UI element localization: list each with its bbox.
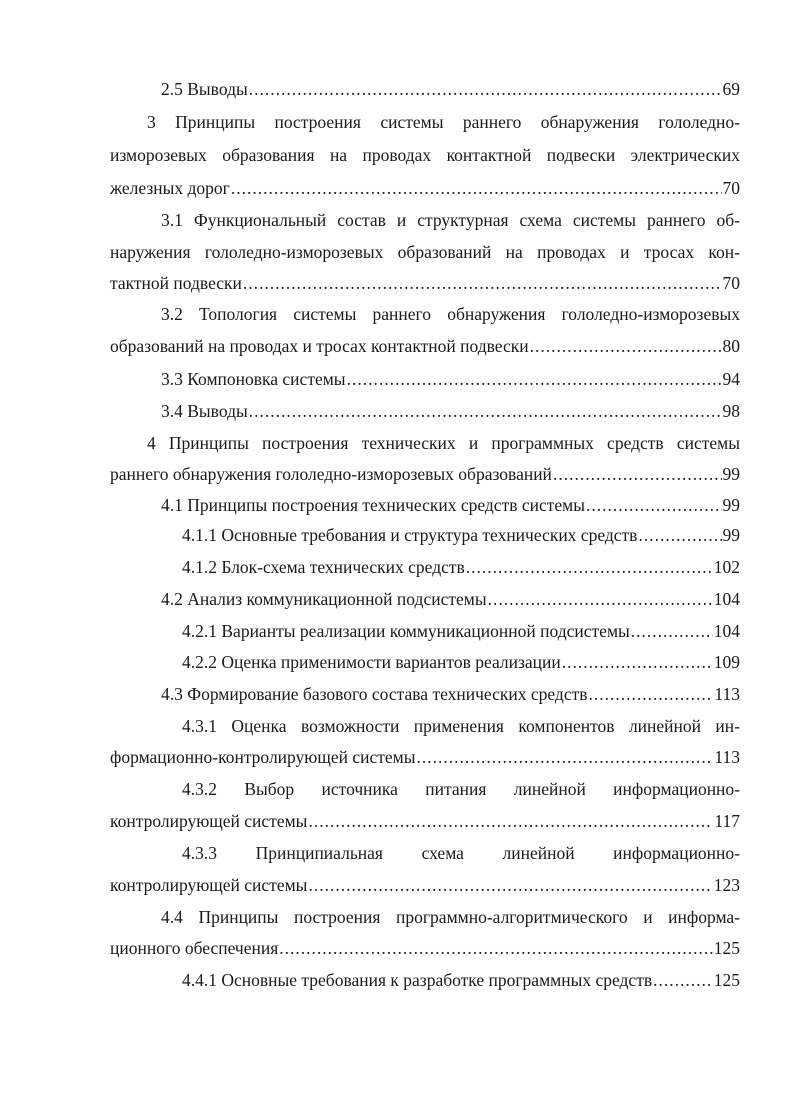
dot-leader	[553, 463, 722, 485]
toc-entry-3-3	[161, 368, 740, 390]
toc-entry-title: формационно-контролирующей системы	[110, 747, 416, 767]
dot-leader	[249, 78, 722, 100]
dot-leader	[466, 556, 713, 578]
toc-entry-title: железных дорог	[110, 178, 230, 198]
toc-entry-4-3-3-line-1: 4.3.3 Принципиальная схема линейной информационно-	[182, 843, 740, 863]
toc-entry-3-line-1: 3 Принципы построения системы раннего обнаружения гололедно-	[147, 112, 740, 132]
toc-entry-page: 113	[714, 747, 740, 767]
toc-entry-title: 4.2.2 Оценка применимости вариантов реализации	[182, 652, 561, 672]
toc-entry-page: 69	[722, 79, 740, 99]
toc-entry-page: 99	[722, 495, 740, 515]
toc-entry-4-2-2	[182, 651, 740, 673]
toc-entry-title: образований на проводах и тросах контактной подвески	[110, 336, 529, 356]
toc-entry-title: 4.2 Анализ коммуникационной подсистемы	[161, 589, 487, 609]
toc-entry-3-4	[161, 400, 740, 422]
toc-entry-title: контролирующей системы	[110, 811, 308, 831]
toc-entry-4-4-1	[182, 969, 740, 991]
toc-entry-page: 113	[714, 684, 740, 704]
dot-leader	[243, 272, 722, 294]
toc-entry-4-3-3	[110, 874, 740, 896]
dot-leader	[589, 683, 714, 705]
toc-entry-4-3	[161, 683, 740, 705]
toc-entry-page: 98	[722, 401, 740, 421]
dot-leader	[308, 810, 713, 832]
toc-entry-4-3-2	[110, 810, 740, 832]
toc-entry-title: контролирующей системы	[110, 875, 308, 895]
toc-entry-page: 102	[713, 557, 740, 577]
dot-leader	[562, 651, 713, 673]
toc-entry-4-3-2-line-1: 4.3.2 Выбор источника питания линейной информационно-	[182, 779, 740, 799]
toc-entry-4-line-1: 4 Принципы построения технических и программных средств системы	[147, 433, 740, 453]
dot-leader	[308, 874, 712, 896]
toc-entry-2-5	[161, 78, 740, 100]
toc-entry-page: 104	[713, 589, 740, 609]
toc-entry-page: 109	[713, 652, 740, 672]
toc-entry-3-line-2: изморозевых образования на проводах контактной подвески электрических	[110, 145, 740, 165]
toc-entry-4-1-1	[182, 524, 740, 546]
toc-entry-4	[110, 463, 740, 485]
dot-leader	[631, 620, 713, 642]
toc-entry-4-1-2	[182, 556, 740, 578]
toc-entry-page: 99	[722, 464, 740, 484]
dot-leader	[231, 177, 722, 199]
toc-entry-title: 4.4.1 Основные требования к разработке программных средств	[182, 970, 653, 990]
toc-entry-page: 125	[713, 938, 740, 958]
toc-entry-3-1	[110, 272, 740, 294]
toc-entry-title: 4.1.2 Блок-схема технических средств	[182, 557, 465, 577]
toc-entry-title: 3.4 Выводы	[161, 401, 248, 421]
dot-leader	[586, 494, 722, 516]
toc-entry-3-2-line-1: 3.2 Топология системы раннего обнаружения гололедно-изморозевых	[161, 304, 740, 324]
toc-entry-title: 2.5 Выводы	[161, 79, 248, 99]
toc-entry-3-2	[110, 335, 740, 357]
toc-entry-page: 104	[713, 621, 740, 641]
toc-entry-title: тактной подвески	[110, 273, 242, 293]
dot-leader	[488, 588, 713, 610]
dot-leader	[417, 746, 714, 768]
dot-leader	[653, 969, 713, 991]
toc-entry-page: 117	[714, 811, 740, 831]
toc-entry-page: 123	[713, 875, 740, 895]
toc-entry-title: ционного обеспечения	[110, 938, 279, 958]
toc-entry-title: 4.1.1 Основные требования и структура технических средств	[182, 525, 638, 545]
toc-entry-page: 70	[722, 273, 740, 293]
toc-entry-title: 4.1 Принципы построения технических средств системы	[161, 495, 585, 515]
toc-entry-page: 99	[722, 525, 740, 545]
dot-leader	[279, 937, 712, 959]
toc-entry-4-4	[110, 937, 740, 959]
toc-entry-3	[110, 177, 740, 199]
toc-entry-title: 4.3 Формирование базового состава технических средств	[161, 684, 588, 704]
toc-entry-title: 4.2.1 Варианты реализации коммуникационной подсистемы	[182, 621, 630, 641]
toc-entry-4-1	[161, 494, 740, 516]
toc-entry-4-4-line-1: 4.4 Принципы построения программно-алгоритмического и информа-	[161, 907, 740, 927]
toc-entry-title: раннего обнаружения гололедно-изморозевых образований	[110, 464, 552, 484]
toc-entry-page: 94	[722, 369, 740, 389]
dot-leader	[638, 524, 721, 546]
toc-entry-4-3-1-line-1: 4.3.1 Оценка возможности применения компонентов линейной ин-	[182, 716, 740, 736]
toc-entry-3-1-line-2: наружения гололедно-изморозевых образований на проводах и тросах кон-	[110, 242, 740, 262]
toc-entry-4-2	[161, 588, 740, 610]
toc-entry-title: 3.3 Компоновка системы	[161, 369, 346, 389]
toc-entry-4-3-1	[110, 746, 740, 768]
dot-leader	[249, 400, 722, 422]
dot-leader	[347, 368, 722, 390]
dot-leader	[530, 335, 722, 357]
toc-entry-page: 80	[722, 336, 740, 356]
toc-entry-page: 70	[722, 178, 740, 198]
toc-entry-4-2-1	[182, 620, 740, 642]
toc-entry-page: 125	[713, 970, 740, 990]
toc-entry-3-1-line-1: 3.1 Функциональный состав и структурная схема системы раннего об-	[161, 210, 740, 230]
